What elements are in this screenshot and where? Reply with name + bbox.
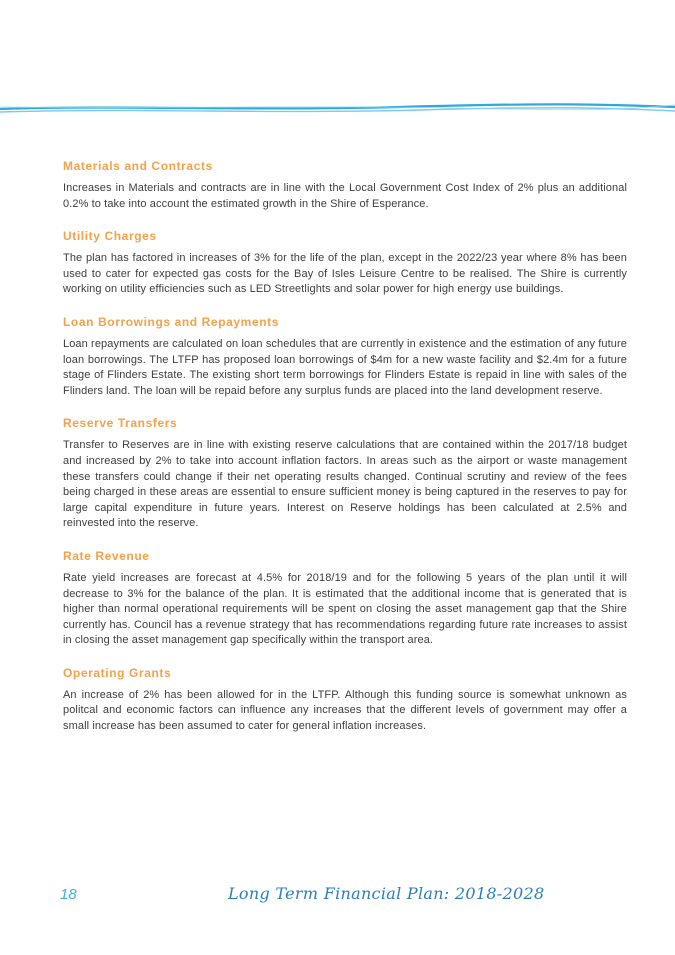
header-wave-decoration [0, 96, 675, 126]
page-number: 18 [60, 886, 77, 903]
section-rate-revenue [63, 548, 627, 649]
section-heading: Reserve Transfers [63, 416, 178, 431]
section-operating-grants [63, 665, 627, 735]
section-utility-charges [63, 228, 627, 298]
section-heading: Utility Charges [63, 229, 157, 244]
section-materials-contracts [63, 158, 627, 212]
section-paragraph: Increases in Materials and contracts are in line with the Local Government Cost Index of 2% plus an additional 0.2% to take into account the estimated growth in the Shire of Esperance. [63, 182, 627, 210]
section-paragraph: Transfer to Reserves are in line with existing reserve calculations that are contained within the 2017/18 budget and increased by 2% to take into account inflation factors. In areas such as the airport or waste management these transfers could change if their net operating results changed. Continual scrutiny and review of the fees being charged in these areas are essential to ensure sufficient money is being captured in the reserves to pay for large capital expenditure in future years. Interest on Reserve holdings has been calculated at 2.5% and reinvested into the reserve. [63, 439, 627, 530]
section-heading: Materials and Contracts [63, 159, 213, 173]
section-paragraph: Loan repayments are calculated on loan schedules that are currently in existence and the estimation of any future loan borrowings. The LTFP has proposed loan borrowings of $4m for a new waste facility and $2.4m for a future stage of Flinders Estate. The existing short term borrowings for Flinders Estate is repaid in line with sales of the Flinders land. The loan will be repaid before any surplus funds are placed into the land development reserve. [63, 337, 627, 397]
section-paragraph: The plan has factored in increases of 3% for the life of the plan, except in the 2022/23 year where 8% has been used to cater for expected gas costs for the Bay of Isles Leisure Centre to be realised. The Shire is currently working on utility efficiencies such as LED Streetlights and solar power for high energy use buildings. [63, 252, 627, 296]
section-loan-borrowings [63, 314, 627, 399]
section-heading: Rate Revenue [63, 548, 150, 563]
section-heading: Operating Grants [63, 665, 172, 680]
section-heading: Loan Borrowings and Repayments [63, 314, 280, 329]
main-content [63, 158, 627, 751]
section-reserve-transfers [63, 415, 627, 532]
footer-document-title: Long Term Financial Plan: 2018-2028 [228, 884, 545, 903]
section-paragraph: Rate yield increases are forecast at 4.5% for 2018/19 and for the following 5 years of the plan until it will decrease to 3% for the balance of the plan. It is estimated that the additional income that is generated that is higher than normal operational requirements will be spent on closing the asset management gap that the Shire currently has. Council has a revenue strategy that has recommendations regarding future rate increases to assist in closing the asset management gap specifically within the transport area. [63, 571, 627, 647]
section-paragraph: An increase of 2% has been allowed for in the LTFP. Although this funding source is somewhat unknown as politcal and economic factors can influence any increases that the different levels of government may offer a small increase has been assumed to cater for general inflation increases. [63, 688, 627, 733]
